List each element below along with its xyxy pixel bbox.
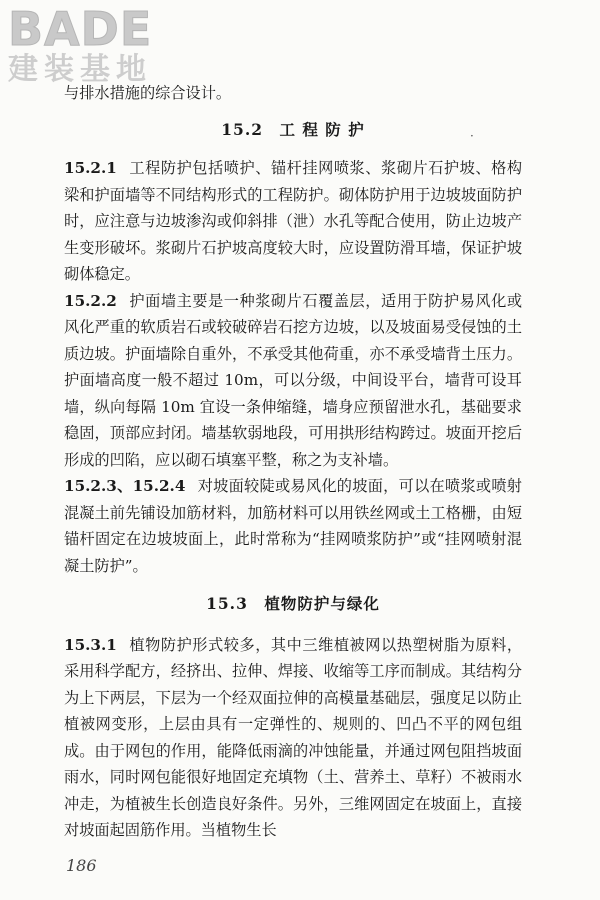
page-number: 186	[66, 856, 97, 875]
paragraph-15-3-1	[64, 632, 522, 844]
paragraph-15-2-1	[64, 155, 522, 288]
paragraph-15-2-3-4	[64, 473, 522, 579]
clause-number: 15.2.3、15.2.4	[64, 477, 186, 495]
watermark-cjk-text: 建装基地	[8, 52, 152, 87]
clause-number: 15.2.1	[64, 159, 117, 177]
section-heading-15-2: 15.2 工 程 防 护	[221, 119, 365, 139]
stray-dot: ·	[470, 129, 474, 143]
intro-line: 与排水措施的综合设计。	[64, 84, 232, 102]
clause-text: 对坡面较陡或易风化的坡面，可以在喷浆或喷射混凝土前先铺设加筋材料，加筋材料可以用铁丝网或土工格栅，由短锚杆固定在边坡坡面上，此时常称为“挂网喷浆防护”或“挂网喷射混凝土防护”。	[64, 477, 522, 575]
clause-number: 15.3.1	[64, 635, 117, 654]
section-heading-15-3: 15.3 植物防护与绿化	[206, 594, 380, 613]
watermark-latin-text: BADE	[8, 2, 153, 56]
paragraph-15-2-2	[64, 288, 522, 474]
clause-number: 15.2.2	[64, 291, 117, 310]
clause-text: 护面墙主要是一种浆砌片石覆盖层，适用于防护易风化或风化严重的软质岩石或较破碎岩石挖方边坡，以及坡面易受侵蚀的土质边坡。护面墙除自重外，不承受其他荷重，亦不承受墙背土压力。护面墙高度一般不超过 10m，可以分级，中间设平台，墙背可设耳墙，纵向每隔 10m 宜设一条伸缩缝，墙身应预留泄水孔，基础要求稳固，顶部应封闭。墙基软弱地段，可用拱形结构跨过。坡面开挖后形成的凹陷，应以砌石填塞平整，称之为支补墙。	[64, 291, 522, 469]
clause-text: 工程防护包括喷护、锚杆挂网喷浆、浆砌片石护坡、格构梁和护面墙等不同结构形式的工程防护。砌体防护用于边坡坡面防护时，应注意与边坡渗沟或仰斜排（泄）水孔等配合使用，防止边坡产生变形破坏。浆砌片石护坡高度较大时，应设置防滑耳墙，保证护坡砌体稳定。	[64, 159, 522, 283]
document-body	[64, 80, 522, 844]
clause-text: 植物防护形式较多，其中三维植被网以热塑树脂为原料，采用科学配方，经挤出、拉伸、焊接、收缩等工序而制成。其结构分为上下两层，下层为一个经双面拉伸的高模量基础层，强度足以防止植被网变形，上层由具有一定弹性的、规则的、凹凸不平的网包组成。由于网包的作用，能降低雨滴的冲蚀能量，并通过网包阻挡坡面雨水，同时网包能很好地固定充填物（土、营养土、草籽）不被雨水冲走，为植被生长创造良好条件。另外，三维网固定在坡面上，直接对坡面起固筋作用。当植物生长	[64, 635, 522, 839]
